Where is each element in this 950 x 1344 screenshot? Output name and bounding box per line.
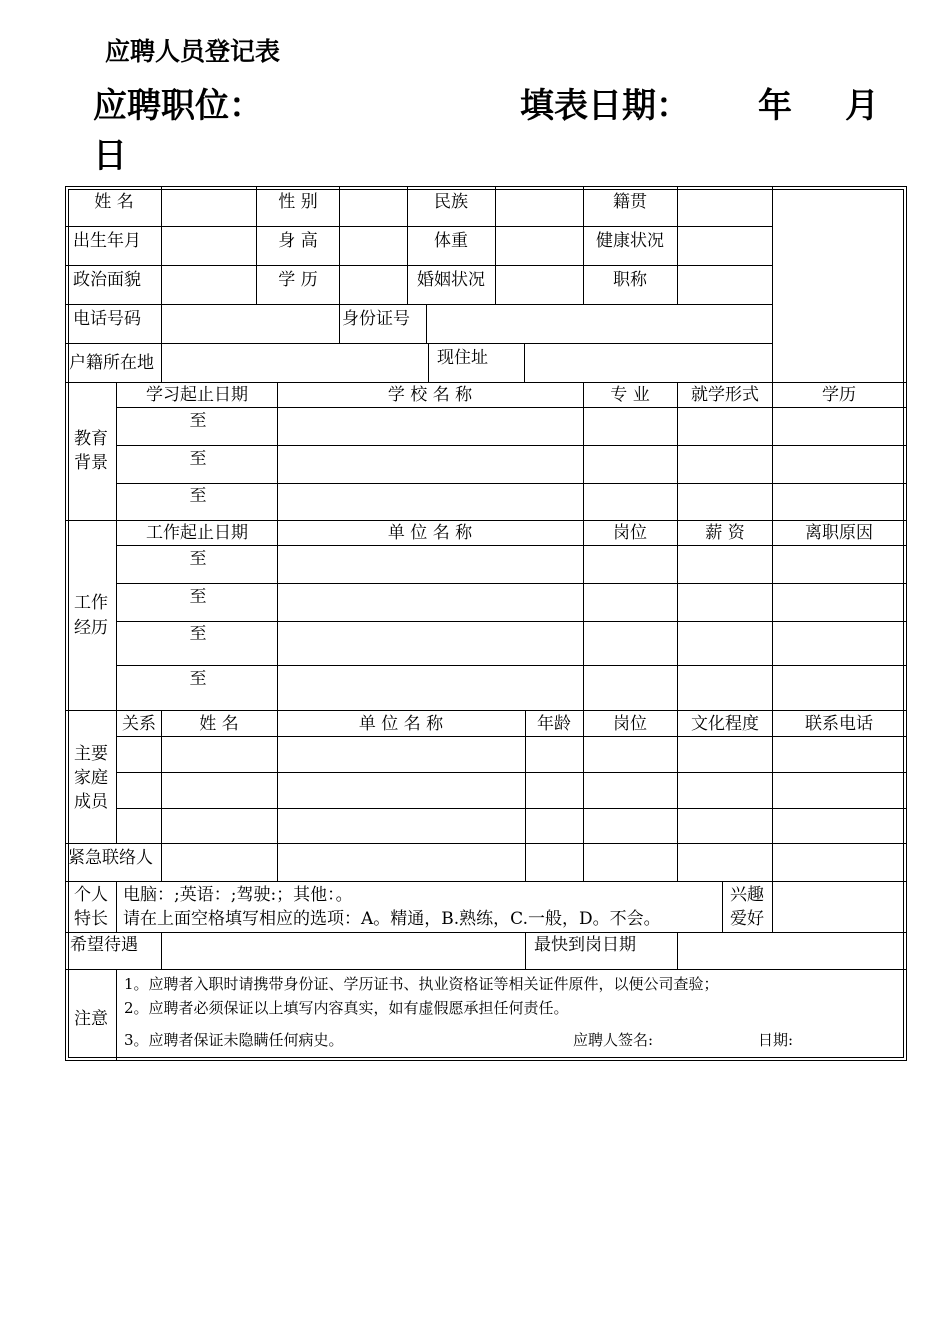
- ethnicity-label: 民族: [434, 192, 468, 212]
- family-section-label-3: 成员: [74, 792, 108, 812]
- edu-row3-to: 至: [189, 486, 207, 506]
- household-registration-label: 户籍所在地: [69, 353, 154, 373]
- current-address-input[interactable]: [526, 345, 771, 381]
- position-input[interactable]: [265, 84, 505, 118]
- family-header-position: 岗位: [613, 714, 647, 734]
- birth-date-input[interactable]: [163, 228, 255, 264]
- skills-line-1: 电脑：;英语：;驾驶:；其他：。: [123, 885, 353, 905]
- edu-header-school: 学 校 名 称: [387, 385, 473, 405]
- emergency-contact-input[interactable]: [163, 845, 276, 880]
- family-section-label-2: 家庭: [74, 768, 108, 788]
- expected-pay-label: 希望待遇: [70, 935, 138, 955]
- education-section-label: 教育: [74, 429, 108, 449]
- signature-date-label: 日期:: [758, 1031, 794, 1049]
- start-date-input[interactable]: [679, 934, 904, 968]
- edu-row2-to: 至: [189, 449, 207, 469]
- education-level-input[interactable]: [341, 267, 406, 303]
- work-header-company: 单 位 名 称: [387, 523, 473, 543]
- height-label: 身 高: [278, 231, 318, 251]
- health-label: 健康状况: [596, 231, 664, 251]
- edu-row1-to: 至: [189, 411, 207, 431]
- position-label: 应聘职位：: [93, 86, 263, 126]
- political-status-label: 政治面貌: [73, 270, 141, 290]
- hobby-input[interactable]: [774, 883, 904, 931]
- edu-header-dates: 学习起止日期: [146, 385, 248, 405]
- hobby-label: 兴趣: [730, 885, 764, 905]
- family-header-education: 文化程度: [691, 714, 759, 734]
- emergency-contact-label: 紧急联络人: [68, 848, 153, 868]
- work-header-position: 岗位: [613, 523, 647, 543]
- work-section-label-2: 经历: [74, 618, 108, 638]
- edu-header-degree: 学历: [822, 385, 856, 405]
- work-section-label: 工作: [74, 593, 108, 613]
- marital-status-label: 婚姻状况: [417, 270, 485, 290]
- family-header-name: 姓 名: [199, 714, 239, 734]
- id-number-input[interactable]: [428, 306, 771, 342]
- gender-input[interactable]: [341, 189, 406, 225]
- photo-area[interactable]: [774, 189, 904, 381]
- registration-form-table: [65, 186, 907, 1061]
- notes-label: 注意: [74, 1009, 108, 1029]
- birth-date-label: 出生年月: [73, 231, 141, 251]
- date-month-label: 月: [845, 86, 879, 126]
- weight-input[interactable]: [497, 228, 582, 264]
- work-header-dates: 工作起止日期: [146, 523, 248, 543]
- start-date-label: 最快到岗日期: [534, 935, 636, 955]
- native-place-input[interactable]: [679, 189, 771, 225]
- expected-pay-input[interactable]: [163, 934, 524, 968]
- skills-label-2: 特长: [74, 909, 108, 929]
- family-section-label: 主要: [74, 744, 108, 764]
- edu-header-major: 专 业: [610, 385, 650, 405]
- work-header-salary: 薪 资: [705, 523, 745, 543]
- work-row2-to: 至: [189, 587, 207, 607]
- note-3: 3。应聘者保证未隐瞒任何病史。: [124, 1031, 344, 1049]
- id-number-label: 身份证号: [342, 309, 410, 329]
- date-day-label: 日: [93, 136, 127, 176]
- professional-title-input[interactable]: [679, 267, 771, 303]
- hobby-label-2: 爱好: [730, 909, 764, 929]
- education-section-label-2: 背景: [74, 453, 108, 473]
- family-header-age: 年龄: [537, 714, 571, 734]
- marital-status-input[interactable]: [497, 267, 582, 303]
- weight-label: 体重: [434, 231, 468, 251]
- note-2: 2。应聘者必须保证以上填写内容真实，如有虚假愿承担任何责任。: [124, 999, 569, 1017]
- ethnicity-input[interactable]: [497, 189, 582, 225]
- date-year-label: 年: [758, 86, 792, 126]
- name-input[interactable]: [163, 189, 255, 225]
- document-title: 应聘人员登记表: [105, 37, 281, 66]
- gender-label: 性 别: [278, 192, 318, 212]
- household-registration-input[interactable]: [163, 345, 427, 381]
- health-input[interactable]: [679, 228, 771, 264]
- family-header-company: 单 位 名 称: [358, 714, 444, 734]
- work-row3-to: 至: [189, 624, 207, 644]
- edu-header-study-mode: 就学形式: [691, 385, 759, 405]
- skills-instruction: 请在上面空格填写相应的选项：A。精通，B.熟练，C.一般，D。不会。: [123, 909, 661, 929]
- name-label: 姓 名: [94, 192, 134, 212]
- phone-input[interactable]: [163, 306, 338, 342]
- work-header-leave-reason: 离职原因: [805, 523, 873, 543]
- height-input[interactable]: [341, 228, 406, 264]
- fill-date-label: 填表日期：: [520, 86, 690, 126]
- phone-label: 电话号码: [73, 309, 141, 329]
- native-place-label: 籍贯: [613, 192, 647, 212]
- professional-title-label: 职称: [613, 270, 647, 290]
- education-level-label: 学 历: [278, 270, 318, 290]
- current-address-label: 现住址: [437, 348, 488, 368]
- work-row1-to: 至: [189, 549, 207, 569]
- skills-label: 个人: [74, 885, 108, 905]
- political-status-input[interactable]: [163, 267, 255, 303]
- family-header-relation: 关系: [122, 714, 156, 734]
- work-row4-to: 至: [189, 669, 207, 689]
- family-header-phone: 联系电话: [805, 714, 873, 734]
- note-1: 1。应聘者入职时请携带身份证、学历证书、执业资格证等相关证件原件，以便公司查验；: [124, 975, 719, 993]
- signature-label: 应聘人签名:: [573, 1031, 654, 1049]
